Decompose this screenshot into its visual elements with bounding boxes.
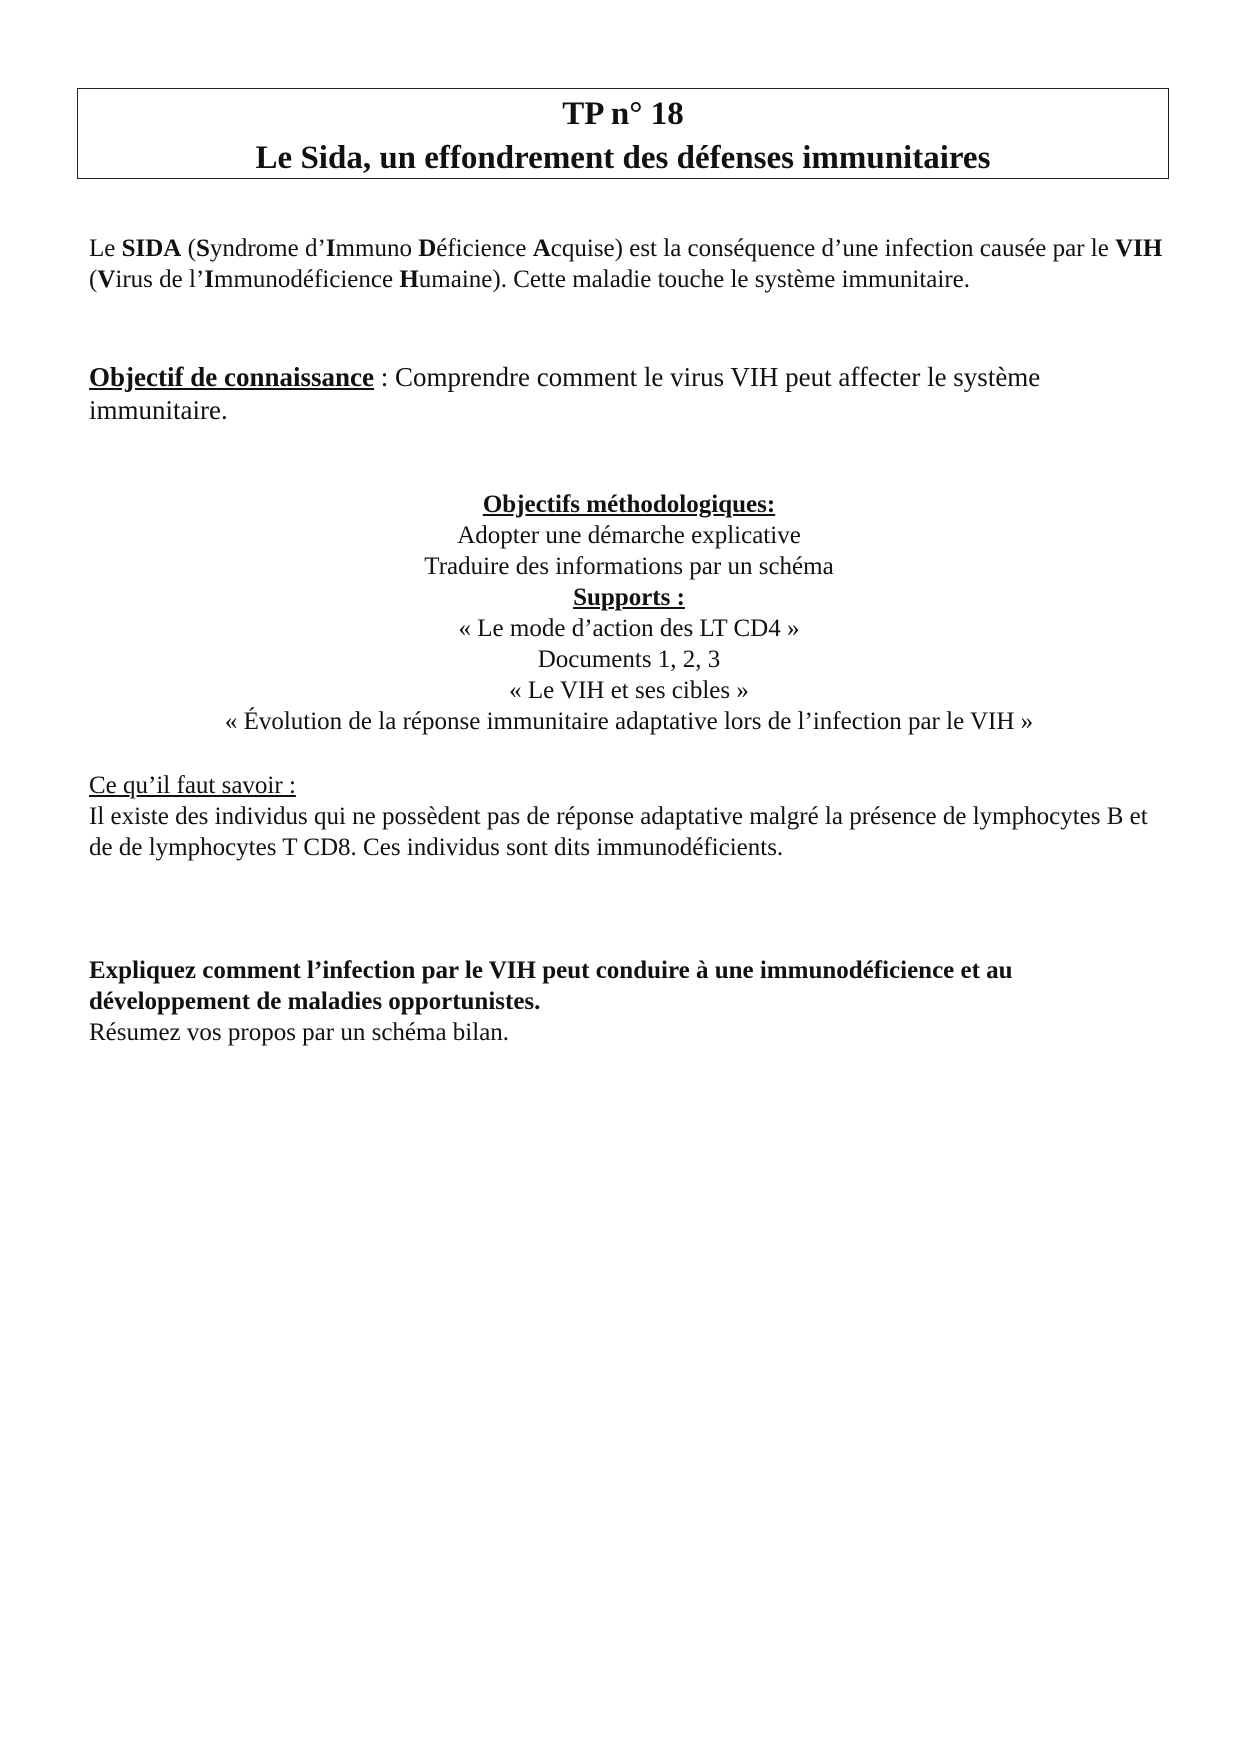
knowledge-section bbox=[89, 770, 1169, 863]
intro-sida-term: SIDA bbox=[121, 235, 182, 262]
task-section bbox=[89, 955, 1169, 1048]
intro-text: ( bbox=[89, 266, 98, 293]
document-number: TP n° 18 bbox=[562, 96, 684, 132]
intro-text: mmuno bbox=[335, 235, 419, 262]
intro-text: ( bbox=[181, 235, 196, 262]
intro-acronym-letter: D bbox=[418, 235, 437, 262]
intro-acronym-letter: V bbox=[97, 266, 116, 293]
intro-acronym-letter: A bbox=[532, 235, 551, 262]
knowledge-objective-label: Objectif de connaissance bbox=[89, 362, 374, 392]
intro-vih-term: VIH bbox=[1115, 235, 1163, 262]
intro-text: mmunodéficience bbox=[214, 266, 400, 293]
intro-text: éficience bbox=[436, 235, 533, 262]
knowledge-text: Il existe des individus qui ne possèdent pas de réponse adaptative malgré la présence de lymphocytes B et de de lymphocytes T CD8. Ces individus sont dits immunodéficients. bbox=[89, 803, 1148, 861]
supports-heading: Supports : bbox=[573, 584, 685, 611]
task-instruction: Résumez vos propos par un schéma bilan. bbox=[89, 1019, 510, 1046]
supports-item: Documents 1, 2, 3 bbox=[537, 646, 721, 673]
intro-text: cquise) est la conséquence d’une infection causée par le bbox=[550, 235, 1116, 262]
supports-item: « Le VIH et ses cibles » bbox=[509, 677, 749, 704]
intro-text: yndrome d’ bbox=[209, 235, 326, 262]
knowledge-label: Ce qu’il faut savoir : bbox=[89, 772, 296, 799]
intro-acronym-letter: I bbox=[325, 235, 336, 262]
introduction-paragraph bbox=[89, 233, 1169, 295]
knowledge-objective-text: : Comprendre comment le virus VIH peut affecter le système immunitaire. bbox=[89, 362, 1041, 425]
task-question: Expliquez comment l’infection par le VIH peut conduire à une immunodéficience et au développement de maladies opportunistes. bbox=[89, 957, 1013, 1015]
supports-item: « Le mode d’action des LT CD4 » bbox=[458, 615, 800, 642]
intro-text: umaine). Cette maladie touche le système immunitaire. bbox=[418, 266, 971, 293]
document-title: Le Sida, un effondrement des défenses immunitaires bbox=[255, 140, 991, 176]
methodology-item: Traduire des informations par un schéma bbox=[424, 553, 834, 580]
methodology-heading: Objectifs méthodologiques: bbox=[482, 491, 776, 518]
title-box bbox=[77, 88, 1169, 179]
intro-text: irus de l’ bbox=[115, 266, 205, 293]
methodology-item: Adopter une démarche explicative bbox=[457, 522, 801, 549]
intro-acronym-letter: I bbox=[204, 266, 214, 293]
methodology-supports-block bbox=[89, 489, 1169, 737]
intro-acronym-letter: H bbox=[399, 266, 419, 293]
intro-acronym-letter: S bbox=[195, 235, 210, 262]
knowledge-objective bbox=[89, 361, 1169, 427]
supports-item: « Évolution de la réponse immunitaire adaptative lors de l’infection par le VIH » bbox=[224, 708, 1034, 735]
intro-text: Le bbox=[89, 235, 122, 262]
